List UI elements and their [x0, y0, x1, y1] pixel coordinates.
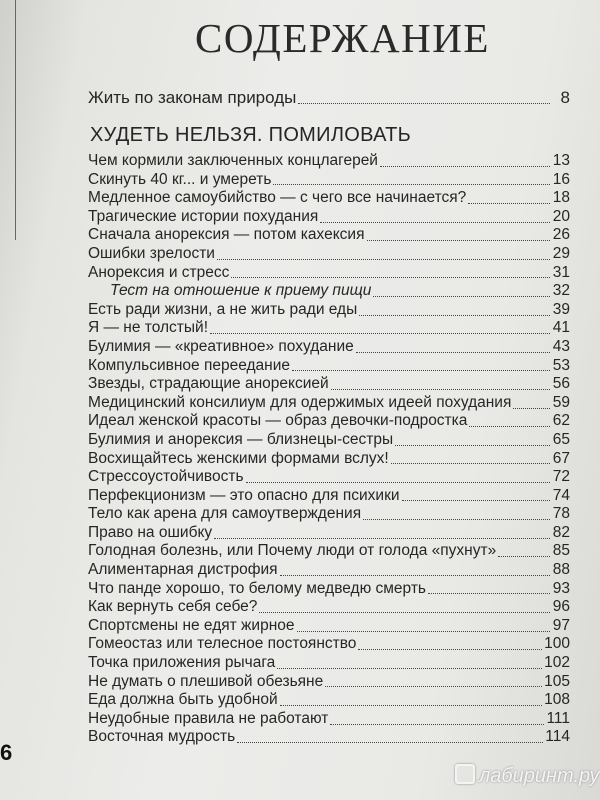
toc-leader-dots	[391, 463, 550, 464]
toc-entry-text: Булимия — «креативное» похудание	[88, 337, 354, 355]
toc-entry	[88, 171, 570, 190]
toc-entry-text: Ошибки зрелости	[88, 244, 215, 262]
toc-leader-dots	[367, 240, 551, 241]
toc-entry	[88, 208, 570, 227]
toc-entry-page: 53	[552, 356, 570, 374]
toc-leader-dots	[298, 103, 550, 104]
toc-entry	[88, 431, 570, 450]
toc-entry	[88, 580, 570, 599]
toc-entry-page: 74	[552, 486, 570, 504]
toc-entry-page: 114	[545, 728, 570, 746]
toc-entry-text: Право на ошибку	[88, 523, 213, 541]
toc-entry-text: Точка приложения рычага	[88, 654, 276, 672]
toc-entry-page: 32	[552, 282, 570, 300]
toc-entry	[88, 561, 570, 580]
toc-entry-text: Неудобные правила не работают	[88, 709, 329, 727]
section-title: ХУДЕТЬ НЕЛЬЗЯ. ПОМИЛОВАТЬ	[90, 124, 412, 146]
toc-entry-page: 85	[552, 542, 570, 560]
toc-entry-text: Еда должна быть удобной	[88, 691, 278, 709]
toc-entry-text: Голодная болезнь, или Почему люди от голода «пухнут»	[88, 542, 497, 560]
toc-entry-page: 111	[546, 709, 570, 727]
toc-entry-text: Жить по законам природы	[88, 88, 297, 107]
toc-leader-dots	[214, 538, 550, 539]
toc-entry	[88, 189, 570, 208]
toc-entry-text: Я — не толстый!	[88, 319, 208, 337]
toc-leader-dots	[469, 426, 550, 427]
toc-entry-page: 8	[560, 88, 570, 107]
toc-entry-text: Анорексия и стресс	[88, 263, 230, 281]
toc-leader-dots	[320, 222, 550, 223]
toc-entry-page: 18	[552, 189, 570, 207]
toc-entry-page: 20	[552, 207, 570, 225]
toc-entry	[88, 450, 570, 469]
toc-entry	[88, 338, 570, 357]
toc-entry-page: 41	[552, 319, 570, 337]
page-title: СОДЕРЖАНИЕ	[195, 15, 490, 61]
toc-entry-page: 29	[552, 244, 570, 262]
toc-entry-page: 97	[552, 616, 570, 634]
toc-entry-text: Спортсмены не едят жирное	[88, 616, 295, 634]
toc-entry-text: Перфекционизм — это опасно для психики	[88, 486, 400, 504]
toc-entry	[88, 226, 570, 245]
toc-entry	[88, 412, 570, 431]
toc-leader-dots	[297, 631, 550, 632]
toc-entry-page: 39	[552, 300, 570, 318]
toc-entry-text: Тело как арена для самоутверждения	[88, 505, 362, 523]
toc-entry	[88, 357, 570, 376]
toc-entry	[88, 245, 570, 264]
toc-entry	[88, 319, 570, 338]
toc-leader-dots	[402, 500, 550, 501]
toc-entry-page: 56	[552, 375, 570, 393]
toc-entry-text: Восхищайтесь женскими формами вслух!	[88, 449, 389, 467]
toc-entry-text: Стрессоустойчивость	[88, 468, 244, 486]
toc-leader-dots	[428, 593, 550, 594]
toc-entry	[88, 301, 570, 320]
toc-leader-dots	[277, 668, 542, 669]
toc-entry	[88, 654, 570, 673]
toc-entry	[88, 710, 570, 729]
toc-entry-text: Восточная мудрость	[88, 728, 236, 746]
toc-leader-dots	[359, 315, 550, 316]
toc-intro-row	[88, 88, 570, 108]
toc-entry-page: 43	[552, 337, 570, 355]
toc-entry	[88, 394, 570, 413]
toc-entry	[88, 264, 570, 283]
toc-entry	[88, 505, 570, 524]
toc-leader-dots	[468, 203, 550, 204]
watermark-text: лабиринт.ру	[479, 765, 600, 787]
toc-entry-page: 96	[552, 598, 570, 616]
toc-leader-dots	[363, 519, 550, 520]
toc-entry	[88, 282, 570, 301]
toc-entry	[88, 598, 570, 617]
toc-leader-dots	[331, 389, 550, 390]
toc-entry-page: 13	[552, 152, 570, 169]
toc-entry-page: 88	[552, 561, 570, 579]
toc-entry-text: Что панде хорошо, то белому медведю смерть	[88, 579, 426, 597]
toc-entry-text: Медицинский консилиум для одержимых идеей похудания	[88, 393, 512, 411]
toc-entry-text: Сначала анорексия — потом кахексия	[88, 226, 365, 244]
toc-leader-dots	[358, 649, 542, 650]
toc-entry-text: Алиментарная дистрофия	[88, 561, 278, 579]
toc-leader-dots	[280, 575, 550, 576]
toc-entry-text: Не думать о плешивой обезьяне	[88, 672, 324, 690]
toc-entry-page: 72	[552, 468, 570, 486]
toc-leader-dots	[259, 612, 550, 613]
page-number: 6	[0, 740, 13, 765]
toc-entry	[88, 617, 570, 636]
toc-entry	[88, 152, 570, 171]
toc-leader-dots	[356, 352, 550, 353]
toc-leader-dots	[373, 296, 550, 297]
toc-entry-page: 67	[552, 449, 570, 467]
toc-leader-dots	[246, 482, 550, 483]
toc-leader-dots	[395, 445, 550, 446]
toc-entry-text: Компульсивное переедание	[88, 356, 291, 374]
toc-entry-page: 26	[552, 226, 570, 244]
toc-entry-text: Идеал женской красоты — образ девочки-подростка	[88, 412, 468, 430]
toc-entry	[88, 524, 570, 543]
toc-leader-dots	[210, 333, 550, 334]
toc-entry-text: Медленное самоубийство — с чего все начинается?	[88, 189, 467, 207]
toc-entry-page: 108	[544, 691, 570, 709]
toc-entry	[88, 542, 570, 561]
labirint-logo-icon	[455, 764, 475, 784]
toc-leader-dots	[513, 408, 550, 409]
toc-leader-dots	[498, 556, 550, 557]
toc-entry-text: Тест на отношение к приему пищи	[110, 282, 372, 300]
margin-line	[15, 0, 16, 240]
toc-entry	[88, 691, 570, 710]
toc-entry-page: 31	[552, 263, 570, 281]
toc-entry-text: Гомеостаз или телесное постоянство	[88, 635, 357, 653]
toc-entry	[88, 375, 570, 394]
toc-leader-dots	[330, 724, 544, 725]
toc-leader-dots	[292, 370, 550, 371]
toc-entry-page: 59	[552, 393, 570, 411]
toc-leader-dots	[237, 742, 543, 743]
toc-entry	[88, 673, 570, 692]
watermark	[455, 764, 599, 788]
toc-list	[88, 152, 570, 747]
toc-leader-dots	[380, 166, 550, 167]
toc-entry-text: Звезды, страдающие анорексией	[88, 375, 329, 393]
toc-entry-page: 78	[552, 505, 570, 523]
toc-entry-text: Скинуть 40 кг... и умереть	[88, 170, 272, 188]
toc-leader-dots	[325, 686, 542, 687]
toc-entry-text: Есть ради жизни, а не жить ради еды	[88, 300, 358, 318]
toc-entry	[88, 468, 570, 487]
toc-entry-text: Булимия и анорексия — близнецы-сестры	[88, 430, 394, 448]
toc-entry-page: 16	[552, 170, 570, 188]
toc-entry-text: Трагические истории похудания	[88, 207, 319, 225]
toc-entry-page: 102	[544, 654, 570, 672]
toc-leader-dots	[273, 184, 550, 185]
toc-entry	[88, 635, 570, 654]
toc-leader-dots	[231, 277, 550, 278]
toc-entry-page: 105	[544, 672, 570, 690]
toc-entry-text: Чем кормили заключенных концлагерей	[88, 152, 378, 169]
toc-entry-page: 62	[552, 412, 570, 430]
toc-entry	[88, 728, 570, 747]
toc-leader-dots	[280, 705, 542, 706]
toc-entry	[88, 487, 570, 506]
toc-entry-page: 93	[552, 579, 570, 597]
toc-entry-page: 65	[552, 430, 570, 448]
toc-entry-text: Как вернуть себя себе?	[88, 598, 258, 616]
toc-leader-dots	[217, 259, 550, 260]
toc-entry-page: 100	[544, 635, 570, 653]
toc-entry-page: 82	[552, 523, 570, 541]
